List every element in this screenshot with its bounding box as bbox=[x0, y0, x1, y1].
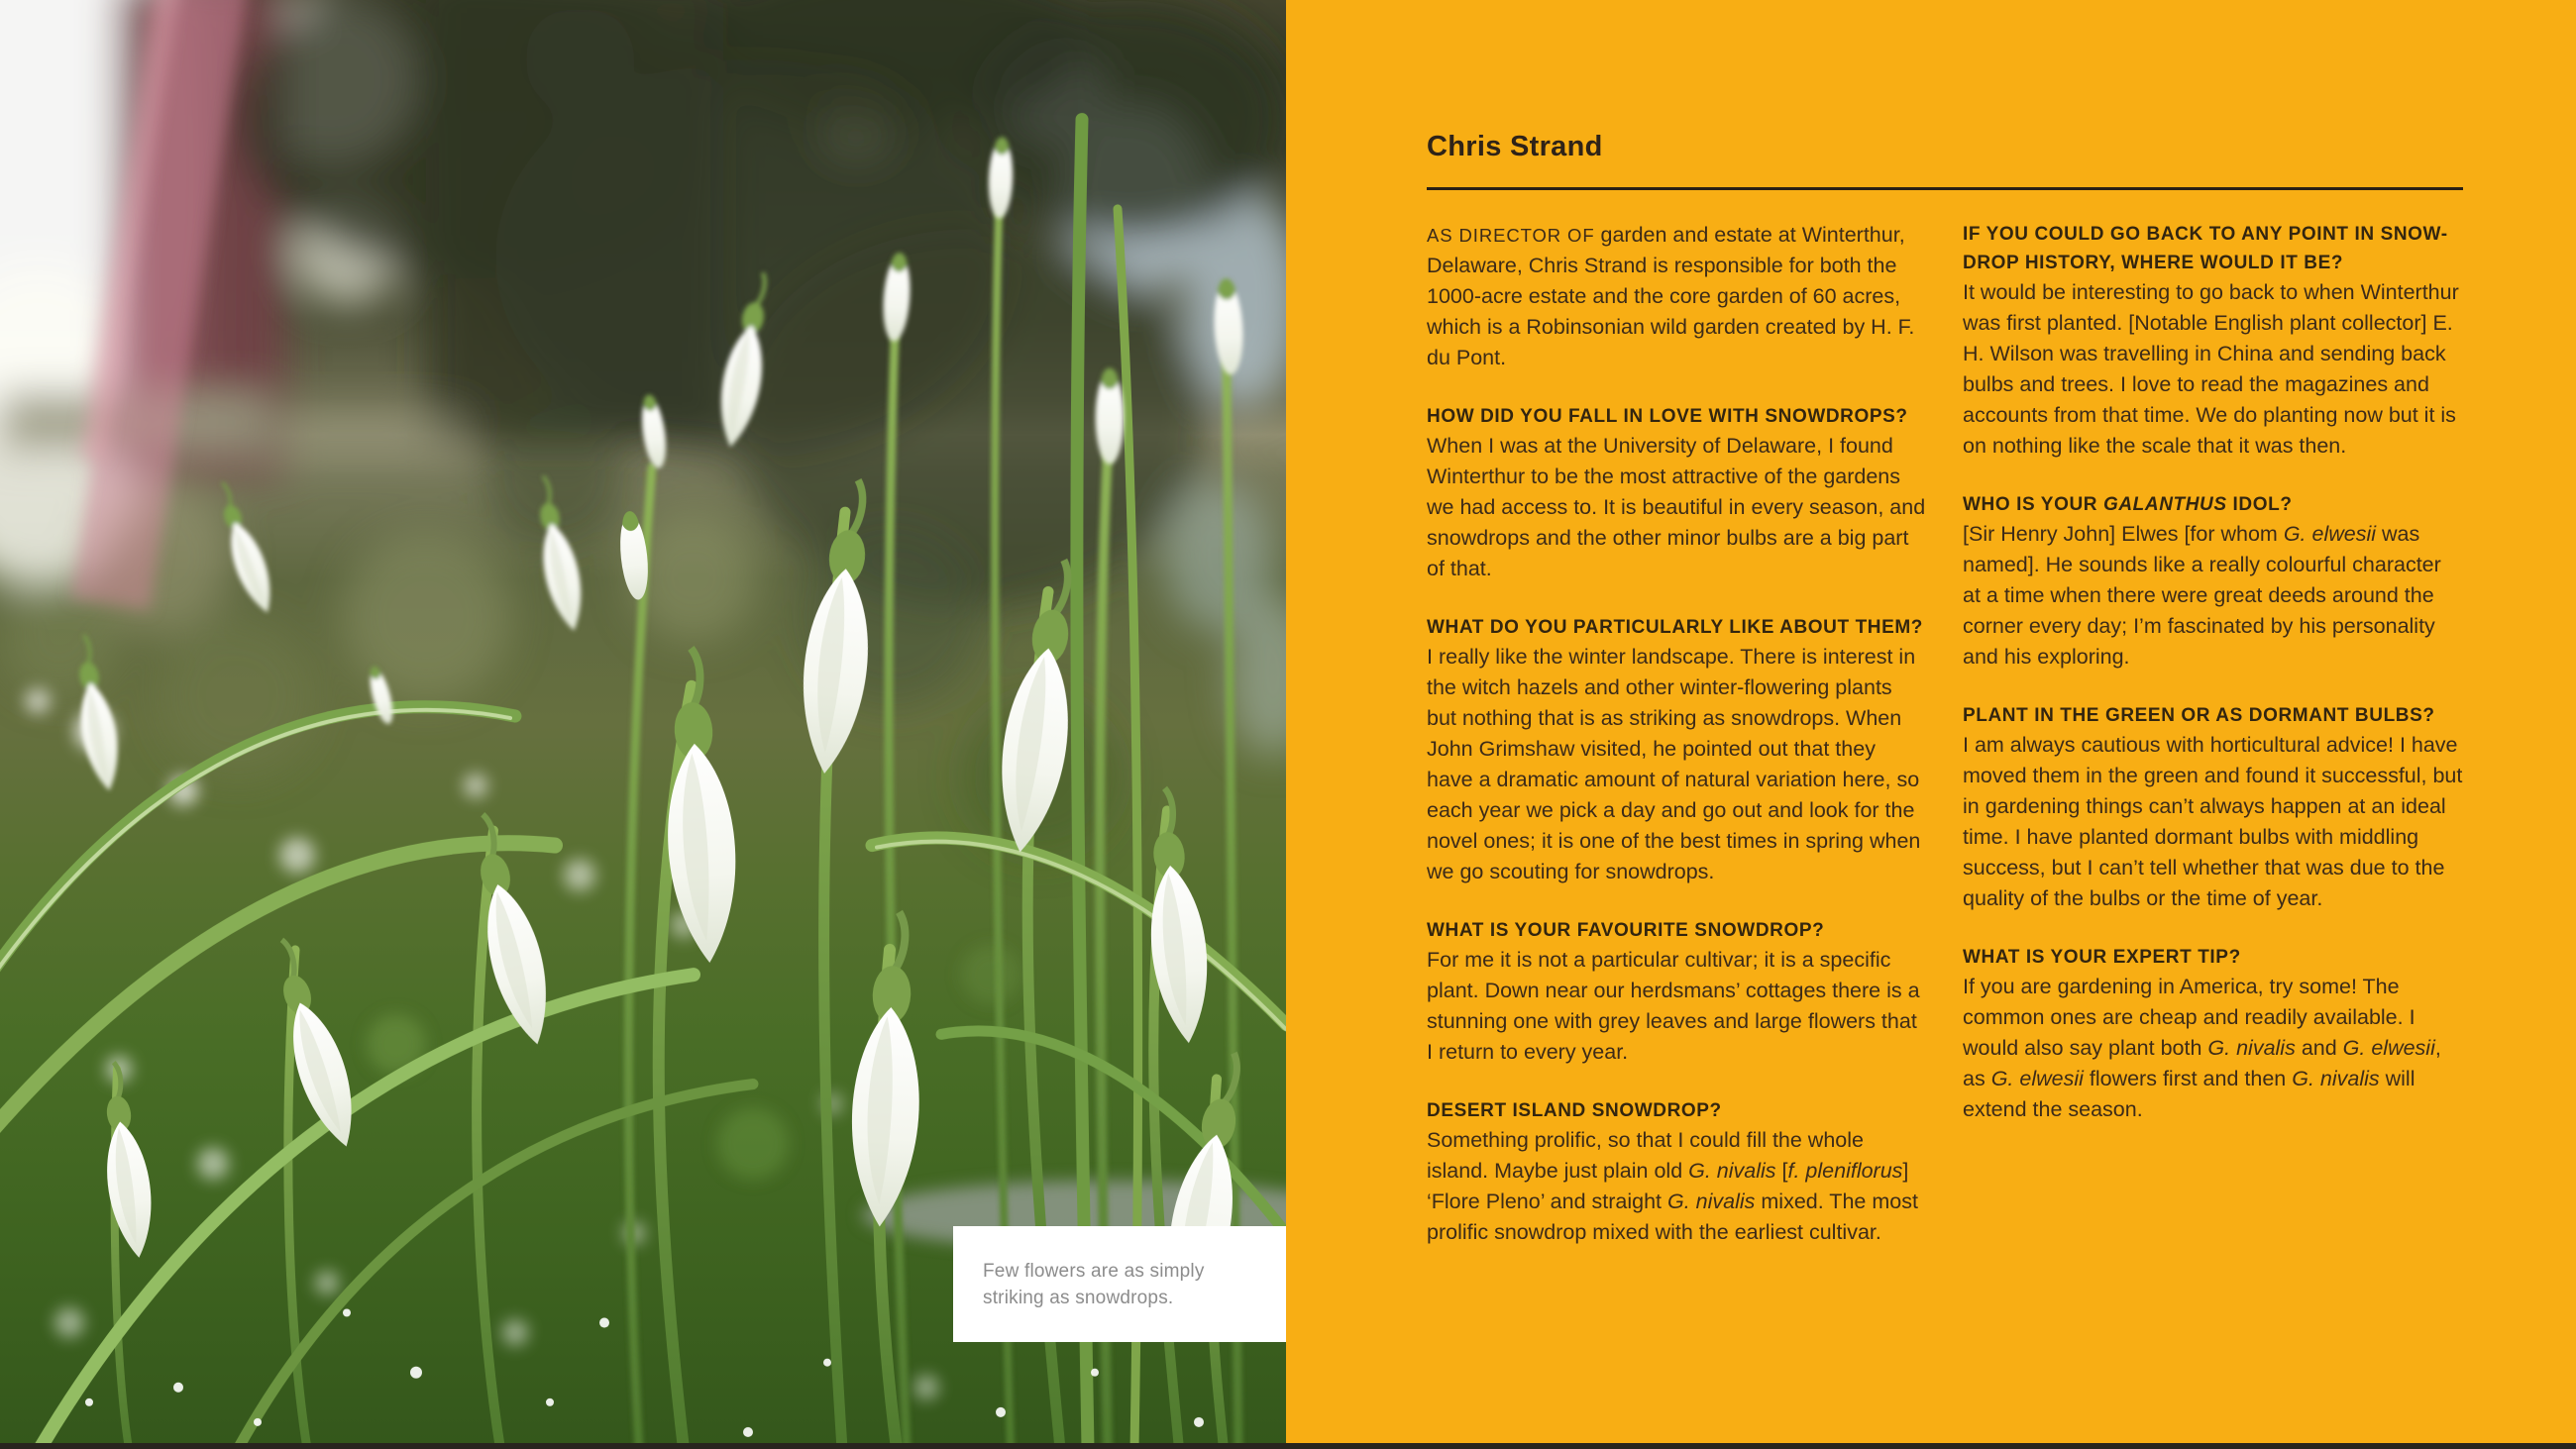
answer: When I was at the University of Delaware, I found Winterthur to be the most attractive of the gardens we had access to. It is beautiful in every season, and snowdrops and the other minor bulbs are a big part of that. bbox=[1427, 434, 1926, 580]
interview-column-2 bbox=[1963, 220, 2463, 1248]
qa-block bbox=[1427, 613, 1927, 887]
qa-block bbox=[1427, 402, 1927, 584]
photo-caption-text: Few flowers are as simply striking as snowdrops. bbox=[983, 1261, 1205, 1308]
qa-block bbox=[1427, 916, 1927, 1068]
answer: I am always cautious with horticultural advice! I have moved them in the green and found it successful, but in gardening things can’t always happen at an ideal time. I have planted dormant bulbs with middling success, but I can’t tell whether that was due to the quality of the bulbs or the time of year. bbox=[1963, 733, 2463, 910]
qa-block bbox=[1963, 943, 2463, 1125]
question: HOW DID YOU FALL IN LOVE WITH SNOWDROPS? bbox=[1427, 406, 1908, 427]
question: IF YOU COULD GO BACK TO ANY POINT IN SNOW-DROP HISTORY, WHERE WOULD IT BE? bbox=[1963, 224, 2448, 273]
question: DESERT ISLAND SNOWDROP? bbox=[1427, 1100, 1722, 1121]
answer: Something prolific, so that I could fill the whole island. Maybe just plain old G. nivalis [f. pleniflorus] ‘Flore Pleno’ and straight G. nivalis mixed. The most prolific snowdrop mixed with the earliest cultivar. bbox=[1427, 1128, 1918, 1244]
intro-body: garden and estate at Winterthur, Delaware, Chris Strand is responsible for both the 1000-acre estate and the core garden of 60 acres, which is a Robinsonian wild garden created by H. F. du Pont. bbox=[1427, 223, 1915, 369]
interview-content bbox=[1427, 131, 2463, 1248]
qa-block bbox=[1963, 701, 2463, 914]
qa-block bbox=[1963, 490, 2463, 673]
answer: For me it is not a particular cultivar; it is a specific plant. Down near our herdsmans’ cottages there is a stunning one with grey leaves and large flowers that I return to every year. bbox=[1427, 948, 1920, 1064]
spread-bottom-edge bbox=[0, 1443, 2576, 1449]
qa-block bbox=[1427, 1096, 1927, 1248]
intro-paragraph bbox=[1427, 220, 1927, 373]
question: WHO IS YOUR GALANTHUS IDOL? bbox=[1963, 494, 2293, 515]
snowdrops-photo bbox=[0, 0, 1286, 1449]
photo-caption-box bbox=[953, 1226, 1286, 1342]
answer: If you are gardening in America, try some! The common ones are cheap and readily available. I would also say plant both G. nivalis and G. elwesii, as G. elwesii flowers first and then G. nivalis will extend the season. bbox=[1963, 975, 2441, 1121]
answer: I really like the winter landscape. There is interest in the witch hazels and other winter-flowering plants but nothing that is as striking as snowdrops. When John Grimshaw visited, he pointed out that they have a dramatic amount of natural variation here, so each year we pick a day and go out and look for the novel ones; it is one of the best times in spring when we go scouting for snowdrops. bbox=[1427, 645, 1921, 883]
answer: [Sir Henry John] Elwes [for whom G. elwesii was named]. He sounds like a really colourful character at a time when there were great deeds around the corner every day; I’m fascinated by his personality and his exploring. bbox=[1963, 522, 2441, 669]
interview-page bbox=[1286, 0, 2576, 1449]
question: WHAT DO YOU PARTICULARLY LIKE ABOUT THEM? bbox=[1427, 617, 1924, 638]
qa-block bbox=[1963, 220, 2463, 462]
answer: It would be interesting to go back to when Winterthur was first planted. [Notable English plant collector] E. H. Wilson was travelling in China and sending back bulbs and trees. I love to read the magazines and accounts from that time. We do planting now but it is on nothing like the scale that it was then. bbox=[1963, 280, 2459, 458]
title-rule bbox=[1427, 187, 2463, 190]
question: PLANT IN THE GREEN OR AS DORMANT BULBS? bbox=[1963, 705, 2435, 726]
question: WHAT IS YOUR EXPERT TIP? bbox=[1963, 947, 2241, 968]
question: WHAT IS YOUR FAVOURITE SNOWDROP? bbox=[1427, 920, 1825, 941]
interview-column-1 bbox=[1427, 220, 1927, 1248]
page-title: Chris Strand bbox=[1427, 131, 1603, 162]
intro-lead: AS DIRECTOR OF bbox=[1427, 225, 1595, 246]
interview-columns bbox=[1427, 220, 2463, 1248]
